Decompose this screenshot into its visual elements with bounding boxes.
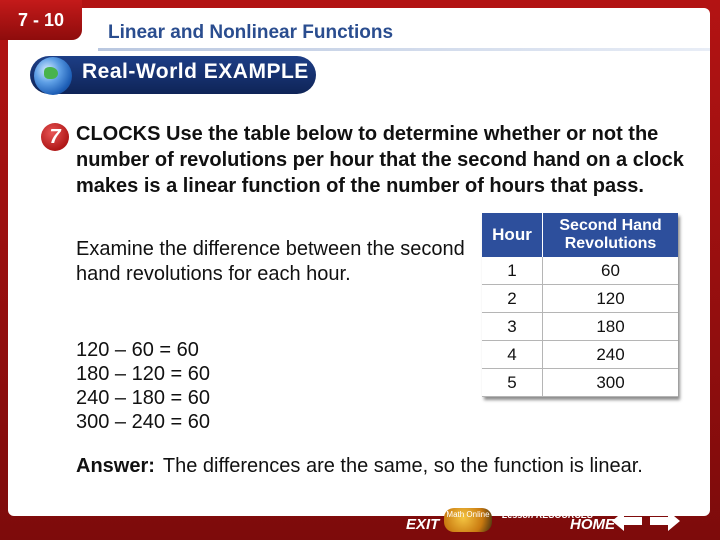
home-button[interactable]: HOME [570,516,615,533]
cell-revolutions: 240 [543,341,679,369]
globe-icon [34,57,72,95]
exit-button[interactable]: EXIT [406,516,440,533]
banner-label: Real-World EXAMPLE [82,60,309,83]
cell-revolutions: 300 [543,369,679,397]
work-line: 300 – 240 = 60 [76,411,211,433]
example-number-icon: 7 [41,123,69,151]
answer-block [76,454,716,479]
lesson-number-badge: 7 - 10 [0,0,82,40]
table-row [482,257,678,285]
difference-work [76,338,210,434]
lesson-resources-button[interactable]: Lesson RESOURCES [502,510,594,520]
explanation-text: Examine the difference between the second hand revolutions for each hour. [76,238,465,285]
answer-text: The differences are the same, so the function is linear. [162,455,643,477]
cell-hour: 4 [482,341,543,369]
cell-hour: 1 [482,257,543,285]
cell-revolutions: 120 [543,285,679,313]
revolutions-table [482,213,678,397]
cell-revolutions: 60 [543,257,679,285]
title-divider [98,48,710,51]
work-line: 120 – 60 = 60 [76,339,199,361]
table-row [482,369,678,397]
table-row [482,341,678,369]
column-header-hour: Hour [482,213,543,257]
table-row [482,313,678,341]
cell-hour: 2 [482,285,543,313]
arrow-right-icon[interactable] [648,510,682,532]
table-row [482,285,678,313]
problem-statement: CLOCKS Use the table below to determine whether or not the number of revolutions per hour that the second hand on a clock makes is a linear function of the number of hours that pass. [76,123,684,197]
cell-revolutions: 180 [543,313,679,341]
navigation-bar [398,506,710,536]
work-line: 240 – 180 = 60 [76,387,211,409]
math-online-button[interactable]: Math Online [444,508,492,532]
cell-hour: 5 [482,369,543,397]
table-header-row [482,213,678,257]
arrow-left-icon[interactable] [610,510,644,532]
cell-hour: 3 [482,313,543,341]
answer-label: Answer: [76,455,155,477]
lesson-title: Linear and Nonlinear Functions [108,22,394,43]
work-line: 180 – 120 = 60 [76,363,211,385]
column-header-revolutions: Second Hand Revolutions [543,213,679,257]
